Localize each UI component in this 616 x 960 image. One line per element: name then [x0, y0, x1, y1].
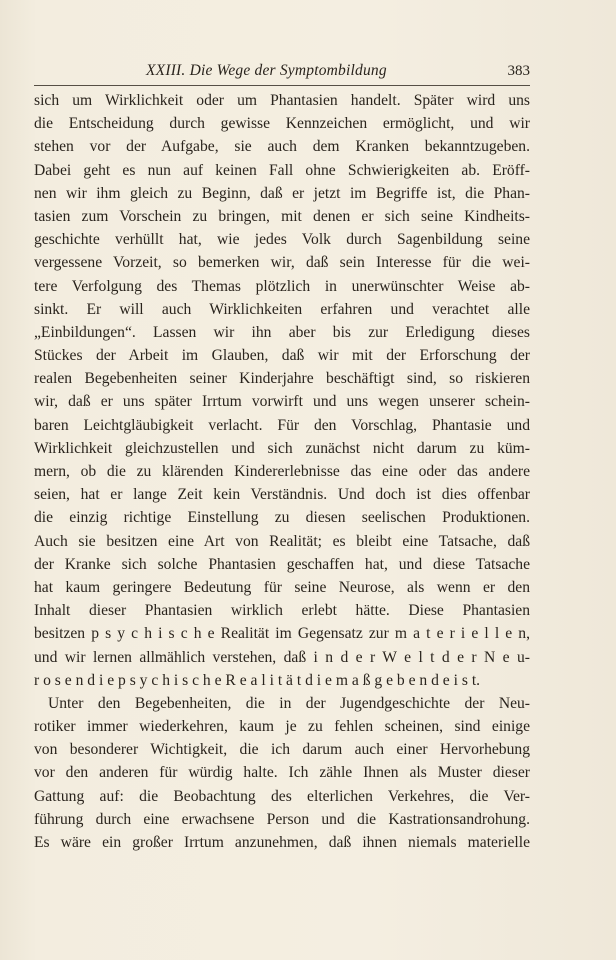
page-header [34, 58, 530, 84]
text-line: Auch sie besitzen eine Art von Realität; es bleibt eine Tatsache, daß [34, 532, 530, 550]
text-line: geschichte verhüllt hat, wie jedes Volk durch Sagenbildung seine [34, 231, 530, 249]
text-line: sich um Wirklichkeit oder um Phantasien handelt. Später wird uns [34, 92, 530, 109]
text-line: Unter den Begebenheiten, die in der Jugendgeschichte der Neu- [48, 694, 530, 712]
text-line: Stückes der Arbeit im Glauben, daß wir mit der Erforschung der [34, 347, 530, 365]
paragraph [34, 692, 530, 854]
text-line: seien, hat er lange Zeit kein Verständnis. Und doch ist dies offenbar [34, 486, 530, 504]
text-line: Gattung auf: die Beobachtung des elterlichen Verkehres, die Ver- [34, 787, 530, 805]
text-line: vor den anderen für würdig halte. Ich zähle Ihnen als Muster dieser [34, 764, 530, 782]
page-number: 383 [507, 63, 530, 79]
running-head: XXIII. Die Wege der Symptombildung [146, 62, 387, 79]
text-line: realen Begebenheiten seiner Kinderjahre beschäftigt sind, so riskieren [34, 370, 530, 388]
text-line: nen wir ihm gleich zu Beginn, daß er jetzt im Begriffe ist, die Phan- [34, 184, 530, 202]
text-line: führung durch eine erwachsene Person und die Kastrationsandrohung. [34, 810, 530, 828]
text-line: sinkt. Er will auch Wirklichkeiten erfahren und verachtet alle [34, 300, 530, 318]
text-line: rotiker immer wiederkehren, kaum je zu fehlen scheinen, sind einige [34, 718, 530, 736]
text-line: die einzig richtige Einstellung zu diesen seelischen Produktionen. [34, 509, 530, 527]
text-line: der Kranke sich solche Phantasien geschaffen hat, und diese Tatsache [34, 555, 530, 573]
text-line: Inhalt dieser Phantasien wirklich erlebt hätte. Diese Phantasien [34, 602, 530, 620]
text-line: besitzen p s y c h i s c h e Realität im Gegensatz zur m a t e r i e l l e n, [34, 625, 530, 643]
text-line: Es wäre ein großer Irrtum anzunehmen, daß ihnen niemals materielle [34, 834, 530, 851]
paragraph [34, 89, 530, 692]
text-line: mern, ob die zu klärenden Kindererlebnisse das eine oder das andere [34, 463, 530, 480]
text-line: stehen vor der Aufgabe, sie auch dem Kranken bekanntzugeben. [34, 138, 530, 156]
text-line: vergessene Vorzeit, so bemerken wir, daß sein Interesse für die wei- [34, 254, 530, 272]
text-line: „Einbildungen“. Lassen wir ihn aber bis zur Erledigung dieses [34, 323, 530, 341]
text-line: hat kaum geringere Bedeutung für seine Neurose, als wenn er den [34, 578, 530, 596]
text-line: von besonderer Wichtigkeit, die ich darum auch einer Hervorhebung [34, 741, 530, 759]
body-text [34, 89, 530, 854]
text-line: r o s e n d i e p s y c h i s c h e R e a l i t ä t d i e m a ß g e b e n d e i s t. [34, 671, 481, 689]
text-line: Wirklichkeit gleichzustellen und sich zunächst nicht darum zu küm- [34, 439, 530, 457]
text-line: und wir lernen allmählich verstehen, daß i n d e r W e l t d e r N e u- [34, 648, 530, 666]
text-line: tere Verfolgung des Themas plötzlich in unerwünschter Weise ab- [34, 277, 530, 295]
header-rule [34, 85, 530, 86]
text-line: Dabei geht es nun auf keinen Fall ohne Schwierigkeiten ab. Eröff- [34, 161, 530, 179]
text-line: die Entscheidung durch gewisse Kennzeichen ermöglicht, und wir [34, 115, 530, 133]
text-line: tasien zum Vorschein zu bringen, mit denen er sich seine Kindheits- [34, 207, 530, 225]
text-line: wir, daß er uns später Irrtum vorwirft und uns wegen unserer schein- [34, 393, 530, 411]
text-line: baren Leichtgläubigkeit verlacht. Für den Vorschlag, Phantasie und [34, 416, 530, 434]
